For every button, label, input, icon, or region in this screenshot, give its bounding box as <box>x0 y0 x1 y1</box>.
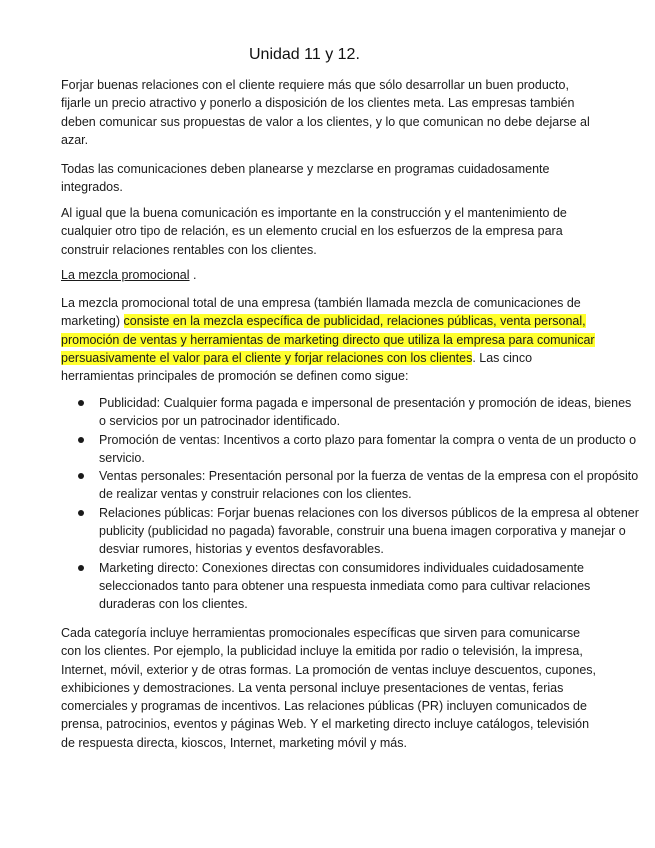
bullet-icon <box>78 437 84 443</box>
list-item-text: Publicidad: Cualquier forma pagada e impersonal de presentación y promoción de ideas, bienes o servicios por un patrocinador identificado. <box>99 396 632 429</box>
promo-mix-text-end: . Las cinco herramientas principales de promoción se definen como sigue: <box>61 350 533 384</box>
list-item-text: Marketing directo: Conexiones directas con consumidores individuales cuidadosamente seleccionados tanto para obtener una respuesta inmediata como para cultivar relaciones duraderas con los clientes. <box>99 560 591 612</box>
paragraph-promotional-mix <box>61 294 601 385</box>
promo-mix-text-start: La mezcla promocional total de una empresa (también llamada mezcla de comunicaciones de marketing) <box>61 296 581 329</box>
list-item <box>99 431 639 468</box>
list-item <box>99 504 639 559</box>
list-item-text: Promoción de ventas: Incentivos a corto plazo para fomentar la compra o venta de un producto o servicio. <box>99 432 637 465</box>
bullet-icon <box>78 400 84 406</box>
page-title: Unidad 11 y 12. <box>249 46 360 63</box>
section-heading-wrapper <box>61 268 190 282</box>
list-item <box>99 467 639 504</box>
paragraph-relationships: Al igual que la buena comunicación es importante en la construcción y el mantenimiento de cualquier otro tipo de relación, es un elemento crucial en los esfuerzos de la empresa para construir relaciones rentables con los clientes. <box>61 206 567 257</box>
bullet-icon <box>78 510 84 516</box>
highlighted-definition: consiste en la mezcla específica de publicidad, relaciones públicas, venta personal, promoción de ventas y herramientas de marketing directo que utiliza la empresa para comunicar persuasivamente el valor para el cliente y forjar relaciones con los clientes <box>61 314 595 365</box>
promotion-tools-list <box>61 394 639 614</box>
list-item-text: Relaciones públicas: Forjar buenas relaciones con los diversos públicos de la empresa al obtener publicity (publicidad no pagada) favorable, construir una buena imagen corporativa y manejar o desviar rumores, historias y eventos desfavorables. <box>99 505 639 557</box>
section-heading-period: . <box>193 268 197 282</box>
paragraph-intro: Forjar buenas relaciones con el cliente requiere más que sólo desarrollar un buen producto, fijarle un precio atractivo y ponerlo a disposición de los clientes meta. Las empresas también deben comunicar sus propuestas de valor a los clientes, y lo que comunican no debe dejarse al azar. <box>61 78 590 147</box>
bullet-icon <box>78 565 84 571</box>
list-item <box>99 559 639 614</box>
bullet-icon <box>78 473 84 479</box>
paragraph-categories: Cada categoría incluye herramientas promocionales específicas que sirven para comunicarse con los clientes. Por ejemplo, la publicidad incluye la emitida por radio o televisión, la impresa, Internet, móvil, exterior y de otras formas. La promoción de ventas incluye descuentos, cupones, exhibiciones y demostraciones. La venta personal incluye presentaciones de ventas, ferias comerciales y programas de incentivos. Las relaciones públicas (PR) incluyen comunicados de prensa, patrocinios, eventos y páginas Web. Y el marketing directo incluye catálogos, televisión de respuesta directa, kioscos, Internet, marketing móvil y más. <box>61 626 596 750</box>
section-heading: La mezcla promocional <box>61 268 190 282</box>
list-item-text: Ventas personales: Presentación personal por la fuerza de ventas de la empresa con el propósito de realizar ventas y construir relaciones con los clientes. <box>99 469 639 502</box>
paragraph-integration: Todas las comunicaciones deben planearse y mezclarse en programas cuidadosamente integrados. <box>61 162 550 195</box>
list-item <box>99 394 639 431</box>
